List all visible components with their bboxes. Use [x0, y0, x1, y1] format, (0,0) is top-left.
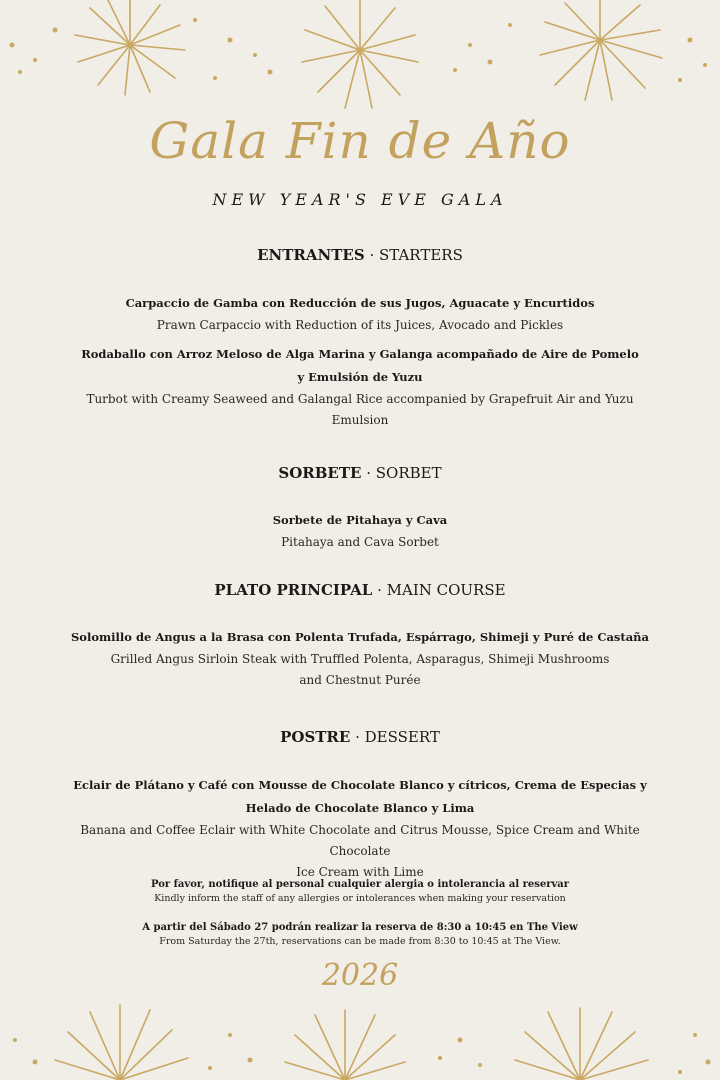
- dish-name-es: Sorbete de Pitahaya y Cava: [272, 513, 448, 527]
- dish-banana-eclair: [50, 774, 670, 883]
- firework-burst-bottom-left: [55, 1005, 188, 1080]
- note-allergies: [60, 877, 660, 906]
- section-heading-main-course: PLATO PRINCIPAL · MAIN COURSE: [214, 581, 506, 599]
- section-heading-sorbet: SORBETE · SORBET: [278, 464, 442, 482]
- note-es: A partir del Sábado 27 podrán realizar la reserva de 8:30 a 10:45 en The View: [142, 922, 578, 933]
- dish-name-en: Pitahaya and Cava Sorbet: [281, 535, 439, 549]
- dish-name-en: Banana and Coffee Eclair with White Chocolate and Citrus Mousse, Spice Cream and White Chocolate: [80, 823, 640, 858]
- year-script: 2026: [321, 958, 399, 993]
- firework-burst-bottom-center: [285, 1010, 405, 1080]
- dish-name-en: Grilled Angus Sirloin Steak with Truffled Polenta, Asparagus, Shimeji Mushrooms: [110, 652, 610, 666]
- dish-turbot: [60, 343, 660, 431]
- dish-name-en: Turbot with Creamy Seaweed and Galangal Rice accompanied by Grapefruit Air and Yuzu: [86, 392, 634, 406]
- dish-name-es-cont: y Emulsión de Yuzu: [297, 370, 423, 384]
- fireworks-bottom-decoration: [0, 990, 720, 1080]
- dish-name-en-cont: Ice Cream with Lime: [296, 865, 424, 879]
- note-reservations: [60, 920, 660, 949]
- fireworks-top-decoration: [0, 0, 720, 120]
- note-es: Por favor, notifique al personal cualquier alergia o intolerancia al reservar: [150, 879, 570, 890]
- section-heading-dessert: POSTRE · DESSERT: [280, 728, 440, 746]
- dish-pitahaya-sorbet: [60, 509, 660, 553]
- firework-burst-left: [75, 0, 185, 95]
- dish-name-es-cont: Helado de Chocolate Blanco y Lima: [245, 801, 475, 815]
- dish-name-es: Rodaballo con Arroz Meloso de Alga Marina y Galanga acompañado de Aire de Pomelo: [81, 347, 639, 361]
- dish-name-en: Prawn Carpaccio with Reduction of its Juices, Avocado and Pickles: [156, 318, 564, 332]
- firework-burst-center: [302, 0, 418, 108]
- dish-name-es: Eclair de Plátano y Café con Mousse de Chocolate Blanco y cítricos, Crema de Especias y: [73, 778, 647, 792]
- dish-name-en-cont: Emulsion: [331, 413, 389, 427]
- dish-angus-sirloin: [60, 626, 660, 691]
- firework-burst-bottom-right: [515, 1008, 648, 1080]
- section-heading-starters: ENTRANTES · STARTERS: [257, 246, 463, 264]
- sparkle-dots-bottom: [13, 1033, 711, 1074]
- gala-title-script: Gala Fin de Año: [149, 112, 571, 170]
- gala-subtitle: NEW YEAR'S EVE GALA: [212, 190, 508, 209]
- dish-name-es: Solomillo de Angus a la Brasa con Polenta Trufada, Espárrago, Shimeji y Puré de Castaña: [71, 630, 649, 644]
- dish-name-es: Carpaccio de Gamba con Reducción de sus Jugos, Aguacate y Encurtidos: [125, 296, 595, 310]
- firework-burst-right: [540, 0, 662, 100]
- note-en: From Saturday the 27th, reservations can be made from 8:30 to 10:45 at The View.: [159, 936, 561, 947]
- dish-prawn-carpaccio: [60, 292, 660, 336]
- dish-name-en-cont: and Chestnut Purée: [299, 673, 421, 687]
- note-en: Kindly inform the staff of any allergies or intolerances when making your reservation: [154, 893, 566, 904]
